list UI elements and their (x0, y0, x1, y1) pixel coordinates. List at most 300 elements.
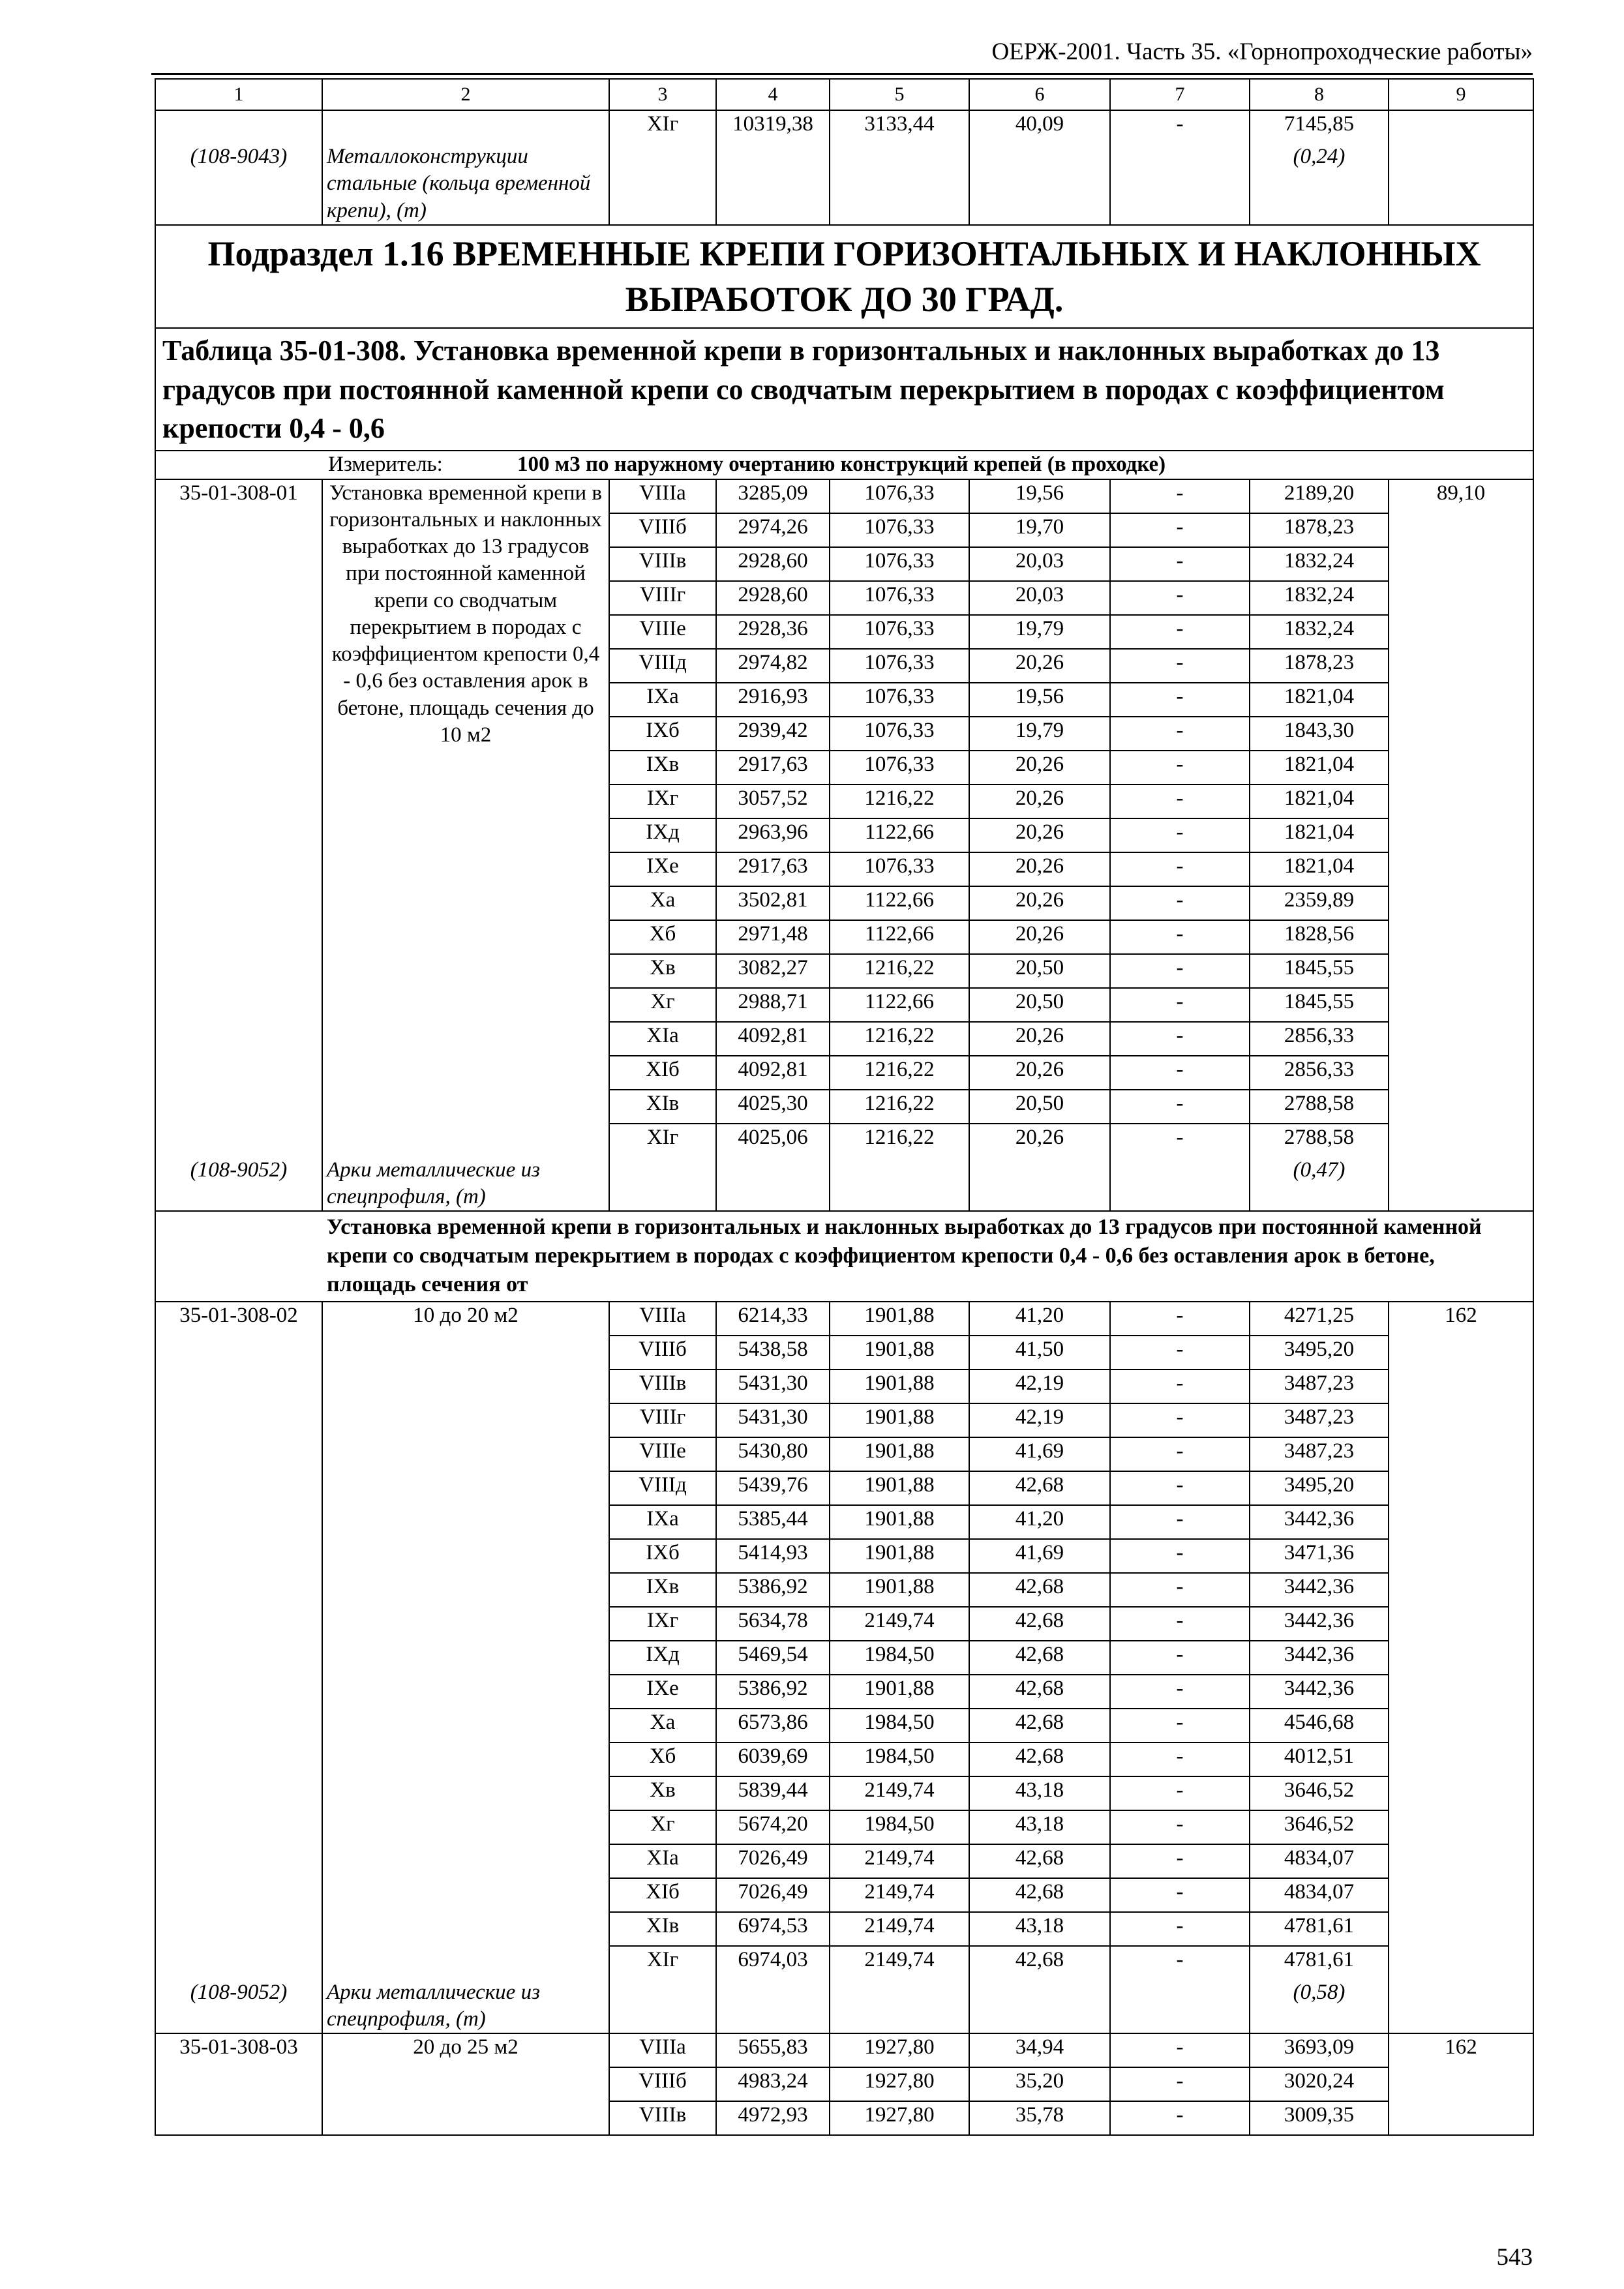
cell-col-3: IXд (609, 1641, 716, 1675)
cell-col-3: IXа (609, 1505, 716, 1539)
cell-col-4: 2939,42 (716, 717, 830, 751)
cell-col-7: - (1110, 1369, 1250, 1403)
meter-value: 100 м3 по наружному очертанию конструкций крепей (в проходке) (517, 453, 1166, 477)
cell-col-9: 89,10 (1389, 479, 1533, 1157)
cell-col-4: 5674,20 (716, 1810, 830, 1844)
cell-col-3: XIб (609, 1056, 716, 1090)
cell-col-4: 5655,83 (716, 2033, 830, 2067)
cell-col-6: 42,68 (969, 1675, 1110, 1709)
cell-col-6: 20,26 (969, 751, 1110, 785)
resource-code: (108-9052) (155, 1157, 322, 1212)
cell-col-5: 1901,88 (830, 1302, 969, 1336)
cell-col-5: 2149,74 (830, 1776, 969, 1810)
cell-col-8: 3495,20 (1250, 1336, 1389, 1369)
cell-col-5: 1076,33 (830, 717, 969, 751)
cell-col-4: 5431,30 (716, 1403, 830, 1437)
cell-col-7: - (1110, 513, 1250, 547)
cell-col-6: 19,56 (969, 479, 1110, 513)
cell-col-3: XIг (609, 1124, 716, 1157)
cell-col-6: 42,68 (969, 1607, 1110, 1641)
cell-col-4: 2928,60 (716, 581, 830, 615)
norm-code: 35-01-308-03 (155, 2033, 322, 2135)
empty-cell (716, 1979, 830, 2034)
cell-col-4: 4092,81 (716, 1022, 830, 1056)
cell-col-8: 1821,04 (1250, 818, 1389, 852)
cell-col-8: 1832,24 (1250, 615, 1389, 649)
cell-col-3: Xв (609, 1776, 716, 1810)
cell-col-4: 7026,49 (716, 1878, 830, 1912)
cell-col-5: 1927,80 (830, 2067, 969, 2101)
cell-col-5: 1122,66 (830, 818, 969, 852)
cell-col-6: 41,20 (969, 1302, 1110, 1336)
cell-col-4: 6039,69 (716, 1743, 830, 1776)
cell-col-3: IXе (609, 1675, 716, 1709)
cell-col-7: - (1110, 1912, 1250, 1946)
cell-col-3: XIа (609, 1844, 716, 1878)
cell-col-6: 42,19 (969, 1403, 1110, 1437)
cell-col-5: 1216,22 (830, 1056, 969, 1090)
cell-col-5: 1122,66 (830, 988, 969, 1022)
cell-col-7: - (1110, 1403, 1250, 1437)
cell-col-4: 5430,80 (716, 1437, 830, 1471)
cell-col-3: XIв (609, 1090, 716, 1124)
empty-cell (969, 1979, 1110, 2034)
cell-col-4: 4972,93 (716, 2101, 830, 2135)
column-number-row (155, 79, 1533, 110)
cell-col-7: - (1110, 785, 1250, 818)
cell-col-5: 1216,22 (830, 1022, 969, 1056)
cell-col-7: - (1110, 649, 1250, 683)
cell-col-6: 42,68 (969, 1471, 1110, 1505)
empty-cell (609, 143, 716, 225)
cell-col-5: 2149,74 (830, 1878, 969, 1912)
cell-col-4: 5431,30 (716, 1369, 830, 1403)
cell-col-4: 5634,78 (716, 1607, 830, 1641)
cell-col-3: VIIIг (609, 1403, 716, 1437)
cell-col-6: 42,68 (969, 1946, 1110, 1979)
cell-col-7: - (1110, 988, 1250, 1022)
cell-col-7: - (1110, 920, 1250, 954)
cell-col-6: 34,94 (969, 2033, 1110, 2067)
cell-col-8: 3009,35 (1250, 2101, 1389, 2135)
cell-col-8: 3442,36 (1250, 1573, 1389, 1607)
cell-col-7: - (1110, 2033, 1250, 2067)
cell-col-5: 1076,33 (830, 615, 969, 649)
cell-col-6: 42,68 (969, 1573, 1110, 1607)
resource-row (155, 1979, 1533, 2034)
cell-col-8: 3487,23 (1250, 1403, 1389, 1437)
resource-name: Арки металлические из спецпрофиля, (т) (322, 1979, 609, 2034)
table-row (155, 479, 1533, 513)
cell-col-8: 1832,24 (1250, 581, 1389, 615)
empty-cell (716, 1157, 830, 1212)
cell-col-6: 20,26 (969, 818, 1110, 852)
empty-cell (969, 143, 1110, 225)
cell-col-8: 4834,07 (1250, 1844, 1389, 1878)
cell-col-4: 4025,30 (716, 1090, 830, 1124)
cell-col-4: 5469,54 (716, 1641, 830, 1675)
resource-name: Металлоконструкции стальные (кольца временной крепи), (т) (322, 143, 609, 225)
cell-col-8: 4781,61 (1250, 1946, 1389, 1979)
cell-col-3: XIг (609, 110, 716, 143)
norms-table (155, 78, 1534, 2136)
cell-col-6: 42,68 (969, 1878, 1110, 1912)
cell-col-3: VIIIа (609, 479, 716, 513)
sub-description-row (155, 1211, 1533, 1302)
cell-col-3: Xв (609, 954, 716, 988)
cell-col-7: - (1110, 547, 1250, 581)
empty-cell (1389, 1157, 1533, 1212)
sub-description: Установка временной крепи в горизонтальных и наклонных выработках до 13 градусов при постоянной каменной крепи со сводчатым перекрытием в породах с коэффициентом крепости 0,4 - 0,6 без оставления арок в бетоне, площадь сечения от (155, 1211, 1533, 1302)
column-number-8: 8 (1250, 79, 1389, 110)
cell-col-5: 1927,80 (830, 2101, 969, 2135)
column-number-6: 6 (969, 79, 1110, 110)
cell-col-5: 1901,88 (830, 1336, 969, 1369)
cell-col-8: 3442,36 (1250, 1607, 1389, 1641)
cell-col-3: VIIIа (609, 1302, 716, 1336)
cell-col-5: 1076,33 (830, 479, 969, 513)
cell-col-2 (322, 110, 609, 143)
cell-col-8: 2189,20 (1250, 479, 1389, 513)
norm-description: 10 до 20 м2 (322, 1302, 609, 1979)
cell-col-6: 43,18 (969, 1776, 1110, 1810)
cell-col-4: 4025,06 (716, 1124, 830, 1157)
column-number-9: 9 (1389, 79, 1533, 110)
cell-col-7: - (1110, 1709, 1250, 1743)
cell-col-3: VIIIв (609, 2101, 716, 2135)
cell-col-4: 2971,48 (716, 920, 830, 954)
cell-col-6: 19,56 (969, 683, 1110, 717)
running-header: ОЕРЖ-2001. Часть 35. «Горнопроходческие работы» (991, 38, 1533, 65)
table-title: Таблица 35-01-308. Установка временной крепи в горизонтальных и наклонных выработках до 13 градусов при постоянной каменной крепи со сводчатым перекрытием в породах с коэффициентом крепости 0,4 - 0,6 (155, 328, 1533, 451)
column-number-7: 7 (1110, 79, 1250, 110)
cell-col-3: IXб (609, 717, 716, 751)
cell-col-4: 5439,76 (716, 1471, 830, 1505)
cell-col-8: 1821,04 (1250, 852, 1389, 886)
cell-col-8: 3495,20 (1250, 1471, 1389, 1505)
cell-col-6: 20,26 (969, 1124, 1110, 1157)
empty-cell (1389, 143, 1533, 225)
header-rule (151, 73, 1533, 75)
cell-col-7: - (1110, 1437, 1250, 1471)
cell-col-8: 3646,52 (1250, 1776, 1389, 1810)
norm-code: 35-01-308-01 (155, 479, 322, 1157)
cell-col-8: 2788,58 (1250, 1090, 1389, 1124)
cell-col-7: - (1110, 683, 1250, 717)
cell-col-7: - (1110, 1471, 1250, 1505)
cell-col-6: 20,26 (969, 920, 1110, 954)
cell-col-5: 1216,22 (830, 785, 969, 818)
cell-col-3: XIг (609, 1946, 716, 1979)
cell-col-6: 20,50 (969, 988, 1110, 1022)
cell-col-4: 5386,92 (716, 1675, 830, 1709)
cell-col-5: 1901,88 (830, 1369, 969, 1403)
cell-col-8: 3020,24 (1250, 2067, 1389, 2101)
cell-col-8: 1832,24 (1250, 547, 1389, 581)
cell-col-5: 1076,33 (830, 852, 969, 886)
cell-col-4: 3057,52 (716, 785, 830, 818)
cell-col-7: - (1110, 751, 1250, 785)
cell-col-3: IXа (609, 683, 716, 717)
column-number-4: 4 (716, 79, 830, 110)
column-number-1: 1 (155, 79, 322, 110)
cell-col-6: 42,68 (969, 1844, 1110, 1878)
cell-col-3: Xа (609, 1709, 716, 1743)
cell-col-6: 20,26 (969, 1022, 1110, 1056)
empty-cell (609, 1157, 716, 1212)
cell-col-9: 162 (1389, 1302, 1533, 1979)
cell-col-8: 4546,68 (1250, 1709, 1389, 1743)
cell-col-3: VIIIб (609, 513, 716, 547)
cell-col-6: 19,70 (969, 513, 1110, 547)
cell-col-5: 1984,50 (830, 1641, 969, 1675)
cell-col-6: 20,26 (969, 1056, 1110, 1090)
cell-col-3: VIIIб (609, 1336, 716, 1369)
cell-col-8: 3442,36 (1250, 1641, 1389, 1675)
cell-col-5: 1984,50 (830, 1810, 969, 1844)
cell-col-3: IXг (609, 1607, 716, 1641)
empty-cell (830, 1979, 969, 2034)
table-row (155, 1302, 1533, 1336)
cell-col-7: - (1110, 1878, 1250, 1912)
cell-col-5: 1901,88 (830, 1573, 969, 1607)
resource-name: Арки металлические из спецпрофиля, (т) (322, 1157, 609, 1212)
cell-col-3: Xа (609, 886, 716, 920)
cell-col-4: 3285,09 (716, 479, 830, 513)
cell-col-5: 1216,22 (830, 1124, 969, 1157)
cell-col-5: 1122,66 (830, 920, 969, 954)
cell-col-8: 3442,36 (1250, 1675, 1389, 1709)
cell-col-5: 1076,33 (830, 513, 969, 547)
cell-col-8: 1845,55 (1250, 988, 1389, 1022)
cell-col-7: - (1110, 1090, 1250, 1124)
cell-col-5: 1901,88 (830, 1539, 969, 1573)
cell-col-8: 1821,04 (1250, 683, 1389, 717)
cell-col-3: VIIIа (609, 2033, 716, 2067)
cell-col-7: - (1110, 1641, 1250, 1675)
cell-col-6: 41,69 (969, 1539, 1110, 1573)
cell-col-7: - (1110, 1776, 1250, 1810)
cell-col-4: 2917,63 (716, 852, 830, 886)
cell-col-7: - (1110, 886, 1250, 920)
cell-col-6: 20,50 (969, 1090, 1110, 1124)
cell-col-4: 4092,81 (716, 1056, 830, 1090)
empty-cell (716, 143, 830, 225)
cell-col-4: 3502,81 (716, 886, 830, 920)
cell-col-5: 1984,50 (830, 1743, 969, 1776)
cell-col-8: 1821,04 (1250, 751, 1389, 785)
cell-col-6: 19,79 (969, 615, 1110, 649)
cell-col-5: 1076,33 (830, 547, 969, 581)
cell-col-3: VIIIг (609, 581, 716, 615)
cell-col-5: 1901,88 (830, 1505, 969, 1539)
cell-col-8: 2359,89 (1250, 886, 1389, 920)
cell-col-8: 4271,25 (1250, 1302, 1389, 1336)
cell-col-6: 42,68 (969, 1743, 1110, 1776)
cell-col-7: - (1110, 1743, 1250, 1776)
cell-col-4: 2963,96 (716, 818, 830, 852)
cell-col-8: 2856,33 (1250, 1022, 1389, 1056)
cell-col-7: - (1110, 1607, 1250, 1641)
cell-col-7: - (1110, 1302, 1250, 1336)
cell-col-3: Xб (609, 1743, 716, 1776)
cell-col-5: 1927,80 (830, 2033, 969, 2067)
cell-col-7: - (1110, 1056, 1250, 1090)
cell-col-4: 2928,60 (716, 547, 830, 581)
cell-col-4: 10319,38 (716, 110, 830, 143)
cell-col-6: 40,09 (969, 110, 1110, 143)
cell-col-7: - (1110, 818, 1250, 852)
cell-col-8: 3487,23 (1250, 1369, 1389, 1403)
cell-col-8: 1828,56 (1250, 920, 1389, 954)
cell-col-4: 2988,71 (716, 988, 830, 1022)
cell-col-8: 1845,55 (1250, 954, 1389, 988)
subsection-title: Подраздел 1.16 ВРЕМЕННЫЕ КРЕПИ ГОРИЗОНТАЛЬНЫХ И НАКЛОННЫХ ВЫРАБОТОК ДО 30 ГРАД. (155, 225, 1533, 328)
cell-col-3: XIб (609, 1878, 716, 1912)
column-number-2: 2 (322, 79, 609, 110)
cell-col-6: 35,20 (969, 2067, 1110, 2101)
page-number: 543 (1496, 2244, 1533, 2271)
resource-code: (108-9043) (155, 143, 322, 225)
cell-col-4: 6974,03 (716, 1946, 830, 1979)
table-row (155, 2033, 1533, 2067)
cell-col-6: 42,68 (969, 1709, 1110, 1743)
empty-cell (1110, 143, 1250, 225)
cell-col-3: VIIIд (609, 649, 716, 683)
cell-col-7: - (1110, 2101, 1250, 2135)
cell-col-7: - (1110, 1539, 1250, 1573)
cell-col-5: 1076,33 (830, 649, 969, 683)
meter-cell (155, 451, 1533, 479)
cell-col-6: 20,50 (969, 954, 1110, 988)
cell-col-5: 3133,44 (830, 110, 969, 143)
cell-col-6: 20,26 (969, 886, 1110, 920)
cell-col-7: - (1110, 110, 1250, 143)
cell-col-3: IXв (609, 1573, 716, 1607)
table-title-row (155, 328, 1533, 451)
cell-col-5: 1076,33 (830, 683, 969, 717)
cell-col-4: 3082,27 (716, 954, 830, 988)
empty-cell (830, 1157, 969, 1212)
cell-col-6: 35,78 (969, 2101, 1110, 2135)
cell-col-4: 4983,24 (716, 2067, 830, 2101)
cell-col-4: 2916,93 (716, 683, 830, 717)
cell-col-8: 1878,23 (1250, 513, 1389, 547)
cell-col-5: 1122,66 (830, 886, 969, 920)
cell-col-8: 1821,04 (1250, 785, 1389, 818)
cell-col-4: 6974,53 (716, 1912, 830, 1946)
cell-col-5: 1901,88 (830, 1437, 969, 1471)
subsection-row (155, 225, 1533, 328)
meter-row (155, 451, 1533, 479)
cell-col-7: - (1110, 954, 1250, 988)
cell-col-5: 1216,22 (830, 954, 969, 988)
cell-col-8: 3487,23 (1250, 1437, 1389, 1471)
cell-col-7: - (1110, 1336, 1250, 1369)
cell-col-8: 3646,52 (1250, 1810, 1389, 1844)
cell-col-3: VIIIе (609, 615, 716, 649)
cell-col-8: 7145,85 (1250, 110, 1389, 143)
cell-col-4: 2928,36 (716, 615, 830, 649)
resource-value: (0,24) (1250, 143, 1389, 225)
cell-col-8: 1843,30 (1250, 717, 1389, 751)
cell-col-4: 6214,33 (716, 1302, 830, 1336)
cell-col-3: IXв (609, 751, 716, 785)
cell-col-6: 20,26 (969, 852, 1110, 886)
cell-col-3: IXг (609, 785, 716, 818)
meter-label: Измеритель: (328, 453, 443, 477)
column-number-5: 5 (830, 79, 969, 110)
cell-col-6: 20,03 (969, 547, 1110, 581)
cell-col-3: VIIIе (609, 1437, 716, 1471)
cell-col-5: 1076,33 (830, 751, 969, 785)
cell-col-5: 2149,74 (830, 1844, 969, 1878)
cell-col-6: 41,69 (969, 1437, 1110, 1471)
norm-description: 20 до 25 м2 (322, 2033, 609, 2135)
cell-col-7: - (1110, 615, 1250, 649)
cell-col-7: - (1110, 1675, 1250, 1709)
cell-col-3: IXб (609, 1539, 716, 1573)
cell-col-7: - (1110, 717, 1250, 751)
resource-value: (0,58) (1250, 1979, 1389, 2034)
cell-col-7: - (1110, 581, 1250, 615)
cell-col-5: 1901,88 (830, 1675, 969, 1709)
empty-cell (609, 1979, 716, 2034)
empty-cell (1110, 1157, 1250, 1212)
cell-col-6: 20,26 (969, 649, 1110, 683)
cell-col-3: VIIIб (609, 2067, 716, 2101)
cell-col-3: XIа (609, 1022, 716, 1056)
cell-col-3: Xг (609, 988, 716, 1022)
table-row (155, 110, 1533, 143)
empty-cell (969, 1157, 1110, 1212)
cell-col-8: 2788,58 (1250, 1124, 1389, 1157)
cell-col-9: 162 (1389, 2033, 1533, 2135)
cell-col-5: 1076,33 (830, 581, 969, 615)
cell-col-7: - (1110, 1022, 1250, 1056)
cell-col-3: Xг (609, 1810, 716, 1844)
cell-col-4: 5385,44 (716, 1505, 830, 1539)
resource-row (155, 1157, 1533, 1212)
cell-col-8: 3693,09 (1250, 2033, 1389, 2067)
cell-col-8: 4012,51 (1250, 1743, 1389, 1776)
cell-col-3: VIIIв (609, 1369, 716, 1403)
empty-cell (830, 143, 969, 225)
norm-code: 35-01-308-02 (155, 1302, 322, 1979)
cell-col-7: - (1110, 1946, 1250, 1979)
cell-col-8: 4781,61 (1250, 1912, 1389, 1946)
cell-col-8: 2856,33 (1250, 1056, 1389, 1090)
cell-col-4: 5438,58 (716, 1336, 830, 1369)
cell-col-4: 6573,86 (716, 1709, 830, 1743)
cell-col-6: 43,18 (969, 1810, 1110, 1844)
empty-cell (1110, 1979, 1250, 2034)
cell-col-6: 42,19 (969, 1369, 1110, 1403)
cell-col-3: VIIIв (609, 547, 716, 581)
cell-col-8: 3442,36 (1250, 1505, 1389, 1539)
cell-col-3: Xб (609, 920, 716, 954)
cell-col-6: 42,68 (969, 1641, 1110, 1675)
cell-col-4: 5386,92 (716, 1573, 830, 1607)
empty-cell (1389, 1979, 1533, 2034)
cell-col-3: IXе (609, 852, 716, 886)
cell-col-7: - (1110, 852, 1250, 886)
cell-col-8: 1878,23 (1250, 649, 1389, 683)
column-number-3: 3 (609, 79, 716, 110)
cell-col-3: IXд (609, 818, 716, 852)
cell-col-4: 7026,49 (716, 1844, 830, 1878)
cell-col-8: 4834,07 (1250, 1878, 1389, 1912)
